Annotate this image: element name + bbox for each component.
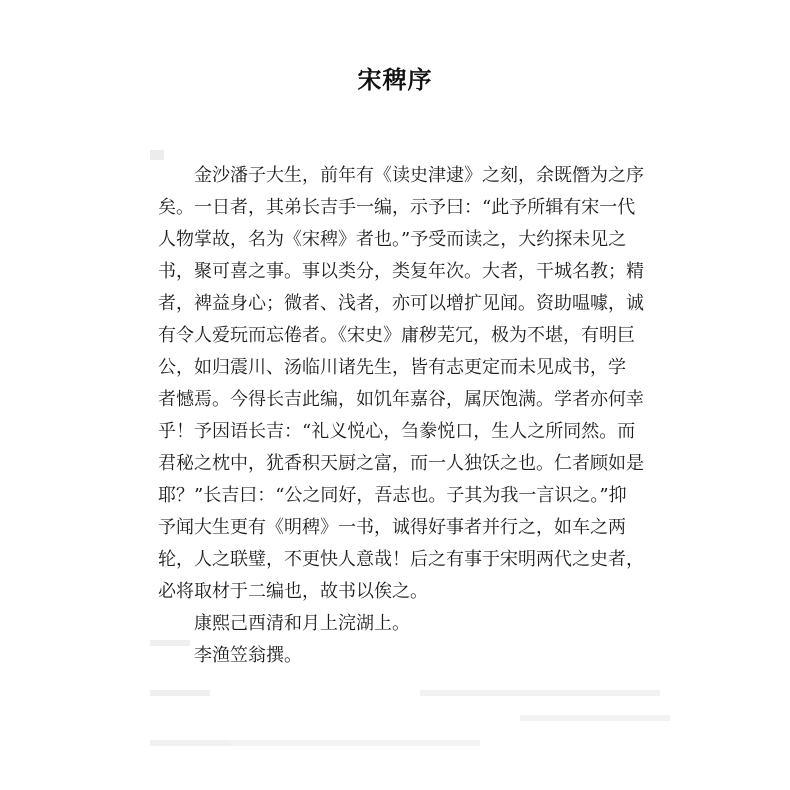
show-through-mark [420, 690, 660, 696]
show-through-mark [230, 740, 480, 746]
text-line: 者憾焉。今得长吉此编，如饥年嘉谷，属厌饱满。学者亦何幸 [158, 389, 644, 410]
text-line: 君秘之枕中，犹香积天厨之富，而一人独饫之也。仁者顾如是 [158, 453, 644, 474]
text-line: 乎！予因语长吉：“礼义悦心，刍豢悦口，生人之所同然。而 [158, 421, 636, 442]
text-line: 书，聚可喜之事。事以类分，类复年次。大者，干城名教；精 [158, 261, 644, 282]
date-line: 康熙己酉清和月上浣湖上。 [194, 613, 410, 634]
show-through-mark [150, 740, 240, 746]
show-through-mark [520, 715, 670, 721]
text-line: 矣。一日者，其弟长吉手一编，示予曰：“此予所辑有宋一代 [158, 197, 636, 218]
text-line: 公，如归震川、汤临川诸先生，皆有志更定而未见成书，学 [158, 357, 626, 378]
show-through-mark [150, 690, 210, 696]
text-line: 金沙潘子大生，前年有《读史津逮》之刻，余既僭为之序 [194, 165, 644, 186]
signature-line: 李渔笠翁撰。 [194, 645, 302, 666]
text-line: 轮，人之联璧，不更快人意哉！后之有事于宋明两代之史者， [158, 549, 644, 570]
text-line: 有令人爱玩而忘倦者。《宋史》庸秽芜冗，极为不堪，有明巨 [158, 325, 635, 346]
text-line: 予闻大生更有《明稗》一书，诚得好事者并行之，如车之两 [158, 517, 626, 538]
text-line: 者，裨益身心；微者、浅者，亦可以增扩见闻。资助嗢噱，诚 [158, 293, 644, 314]
preface-body [158, 160, 698, 672]
page-title: 宋稗序 [357, 66, 433, 94]
text-line: 耶？”长吉曰：“公之同好，吾志也。子其为我一言识之。”抑 [158, 485, 627, 506]
text-line: 人物掌故，名为《宋稗》者也。”予受而读之，大约探未见之 [158, 229, 627, 250]
show-through-mark [150, 150, 164, 160]
text-line: 必将取材于二编也，故书以俟之。 [158, 581, 428, 602]
